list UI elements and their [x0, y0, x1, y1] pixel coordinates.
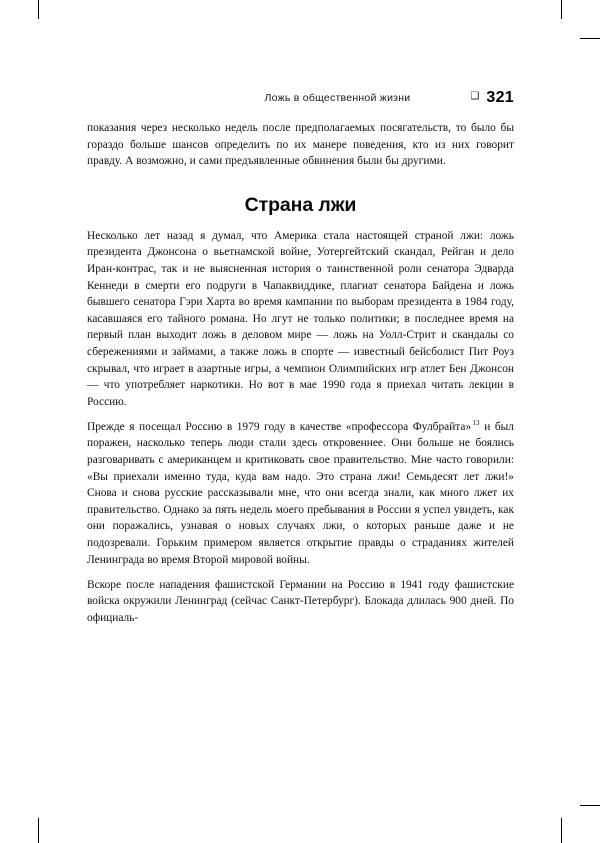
- page-content: [87, 0, 514, 843]
- crop-mark-top-left: [38, 0, 39, 19]
- footnote-reference[interactable]: 13: [472, 419, 480, 428]
- square-bullet-icon: ❑: [470, 91, 480, 102]
- page-number: 321: [486, 89, 514, 106]
- section-title: Страна лжи: [244, 193, 357, 216]
- crop-mark-right-top: [580, 38, 600, 39]
- crop-mark-bottom-left: [38, 818, 39, 843]
- paragraph-3: Вскоре после нападения фашистской Германии на Россию в 1941 году фашистские войска окружили Ленинград (сейчас Санкт-Петербург). Блокада длилась 900 дней. По официаль-: [87, 578, 514, 624]
- paragraph-1: Несколько лет назад я думал, что Америка стала настоящей страной лжи: ложь президента Джонсона о вьетнамской войне, Уотергейтский скандал, Рейган и дело Иран-контрас, так и не выясненная история о таинственной роли сенатора Эдварда Кеннеди в смерти его подруги в Чапаквиддике, плагиат сенатора Байдена и ложь бывшего сенатора Гэри Харта во время кампании по выборам президента в 1984 году, касавшаяся его тайного романа. Но лгут не только политики; в последнее время на первый план выходит ложь в деловом мире — ложь на Уолл-Стрит и скандалы со сбережениями и займами, а также ложь в спорте — известный бейсболист Пит Роуз скрывал, что играет в азартные игры, а чемпион Олимпийских игр атлет Бен Джонсон — что употребляет наркотики. Но вот в мае 1990 года я приехал читать лекции в Россию.: [87, 229, 514, 408]
- paragraph-continued: показания через несколько недель после предполагаемых посягательств, то было бы гораздо больше шансов определить по их манере поведения, кто из них говорит правду. А возможно, и сами предъявленные обвинения были бы другими.: [87, 122, 514, 168]
- crop-mark-top-right: [561, 0, 562, 19]
- paragraph-2: [87, 419, 514, 568]
- paragraph-2-part-a: Прежде я посещал Россию в 1979 году в качестве «профессора Фулбрайта»: [87, 420, 472, 433]
- running-head-title: Ложь в общественной жизни: [264, 92, 411, 104]
- crop-mark-right-bottom: [580, 805, 600, 806]
- crop-mark-bottom-right: [561, 818, 562, 843]
- body-text-block: [87, 120, 514, 626]
- paragraph-2-part-b: и был поражен, насколько теперь люди стали здесь откровеннее. Они больше не боялись разговаривать с американцем и критиковать свое правительство. Мне часто говорили: «Вы приехали именно туда, куда вам надо. Это страна лжи! Семьдесят лет лжи!» Снова и снова русские рассказывали мне, что они всегда знали, как много лжет их правительство. Однако за пять недель моего пребывания в России я успел увидеть, как они поражались, узнавая о новых случаях лжи, о которых раньше даже и не подозревали. Горьким примером является открытие правды о страданиях жителей Ленинграда во время Второй мировой войны.: [87, 420, 514, 566]
- running-head: [87, 88, 514, 108]
